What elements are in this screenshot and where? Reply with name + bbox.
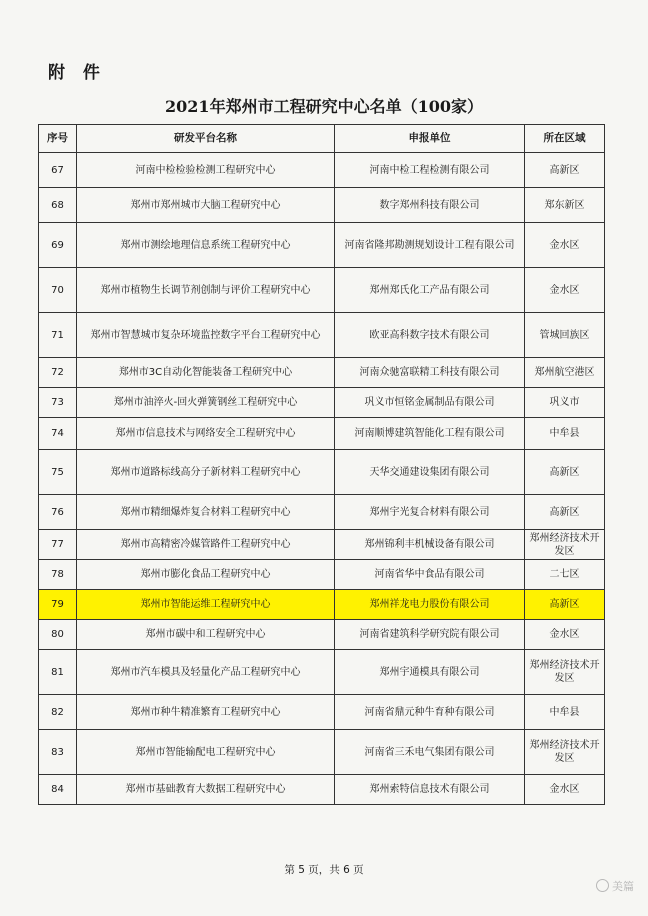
table-row bbox=[39, 495, 605, 530]
table-row bbox=[39, 358, 605, 388]
cell-platform-name: 郑州市智慧城市复杂环境监控数字平台工程研究中心 bbox=[77, 313, 335, 358]
cell-platform-name: 郑州市膨化食品工程研究中心 bbox=[77, 560, 335, 590]
table-row bbox=[39, 730, 605, 775]
cell-district: 郑州航空港区 bbox=[525, 358, 605, 388]
table-row bbox=[39, 388, 605, 418]
research-center-table bbox=[38, 124, 605, 805]
cell-applicant-unit: 巩义市恒铭金属制品有限公司 bbox=[335, 388, 525, 418]
cell-serial: 72 bbox=[39, 358, 77, 388]
cell-district: 中牟县 bbox=[525, 695, 605, 730]
cell-district: 高新区 bbox=[525, 450, 605, 495]
cell-platform-name: 郑州市高精密冷媒管路件工程研究中心 bbox=[77, 530, 335, 560]
cell-serial: 81 bbox=[39, 650, 77, 695]
table-row bbox=[39, 590, 605, 620]
table-row bbox=[39, 188, 605, 223]
cell-platform-name: 郑州市种牛精准繁育工程研究中心 bbox=[77, 695, 335, 730]
cell-platform-name: 郑州市植物生长调节剂创制与评价工程研究中心 bbox=[77, 268, 335, 313]
table-row bbox=[39, 620, 605, 650]
cell-platform-name: 郑州市精细爆炸复合材料工程研究中心 bbox=[77, 495, 335, 530]
cell-district: 郑东新区 bbox=[525, 188, 605, 223]
cell-serial: 84 bbox=[39, 775, 77, 805]
cell-applicant-unit: 河南省鼎元种牛育种有限公司 bbox=[335, 695, 525, 730]
cell-district: 郑州经济技术开发区 bbox=[525, 650, 605, 695]
cell-serial: 74 bbox=[39, 418, 77, 450]
cell-platform-name: 河南中检检验检测工程研究中心 bbox=[77, 153, 335, 188]
table-row bbox=[39, 418, 605, 450]
cell-district: 郑州经济技术开发区 bbox=[525, 530, 605, 560]
cell-district: 高新区 bbox=[525, 590, 605, 620]
cell-platform-name: 郑州市郑州城市大脑工程研究中心 bbox=[77, 188, 335, 223]
table-row bbox=[39, 450, 605, 495]
cell-district: 金水区 bbox=[525, 775, 605, 805]
table-row bbox=[39, 223, 605, 268]
cell-district: 二七区 bbox=[525, 560, 605, 590]
cell-platform-name: 郑州市智能运维工程研究中心 bbox=[77, 590, 335, 620]
header-platform-name: 研发平台名称 bbox=[77, 125, 335, 153]
cell-district: 高新区 bbox=[525, 495, 605, 530]
cell-applicant-unit: 河南省隆邦勘测规划设计工程有限公司 bbox=[335, 223, 525, 268]
cell-district: 金水区 bbox=[525, 620, 605, 650]
cell-serial: 77 bbox=[39, 530, 77, 560]
cell-applicant-unit: 郑州郑氏化工产品有限公司 bbox=[335, 268, 525, 313]
cell-platform-name: 郑州市3C自动化智能装备工程研究中心 bbox=[77, 358, 335, 388]
watermark-logo-icon bbox=[596, 879, 609, 892]
cell-serial: 71 bbox=[39, 313, 77, 358]
table-row bbox=[39, 530, 605, 560]
cell-district: 高新区 bbox=[525, 153, 605, 188]
cell-applicant-unit: 河南省三禾电气集团有限公司 bbox=[335, 730, 525, 775]
table-row bbox=[39, 153, 605, 188]
table-row bbox=[39, 775, 605, 805]
cell-applicant-unit: 郑州宇光复合材料有限公司 bbox=[335, 495, 525, 530]
cell-applicant-unit: 郑州宇通模具有限公司 bbox=[335, 650, 525, 695]
cell-serial: 79 bbox=[39, 590, 77, 620]
cell-district: 巩义市 bbox=[525, 388, 605, 418]
table-row bbox=[39, 650, 605, 695]
page-number: 第 5 页，共 6 页 bbox=[284, 864, 364, 876]
cell-applicant-unit: 郑州祥龙电力股份有限公司 bbox=[335, 590, 525, 620]
table-row bbox=[39, 313, 605, 358]
cell-district: 管城回族区 bbox=[525, 313, 605, 358]
cell-applicant-unit: 郑州锦利丰机械设备有限公司 bbox=[335, 530, 525, 560]
document-title: 2021年郑州市工程研究中心名单（100家） bbox=[165, 97, 483, 116]
cell-platform-name: 郑州市碳中和工程研究中心 bbox=[77, 620, 335, 650]
cell-district: 金水区 bbox=[525, 223, 605, 268]
cell-serial: 67 bbox=[39, 153, 77, 188]
cell-serial: 76 bbox=[39, 495, 77, 530]
cell-applicant-unit: 数字郑州科技有限公司 bbox=[335, 188, 525, 223]
cell-platform-name: 郑州市道路标线高分子新材料工程研究中心 bbox=[77, 450, 335, 495]
cell-applicant-unit: 河南中检工程检测有限公司 bbox=[335, 153, 525, 188]
cell-platform-name: 郑州市汽车模具及轻量化产品工程研究中心 bbox=[77, 650, 335, 695]
header-serial: 序号 bbox=[39, 125, 77, 153]
cell-platform-name: 郑州市测绘地理信息系统工程研究中心 bbox=[77, 223, 335, 268]
cell-serial: 69 bbox=[39, 223, 77, 268]
cell-serial: 73 bbox=[39, 388, 77, 418]
cell-platform-name: 郑州市基础教育大数据工程研究中心 bbox=[77, 775, 335, 805]
cell-serial: 82 bbox=[39, 695, 77, 730]
cell-serial: 78 bbox=[39, 560, 77, 590]
cell-applicant-unit: 天华交通建设集团有限公司 bbox=[335, 450, 525, 495]
cell-serial: 75 bbox=[39, 450, 77, 495]
cell-serial: 68 bbox=[39, 188, 77, 223]
cell-applicant-unit: 河南省华中食品有限公司 bbox=[335, 560, 525, 590]
cell-platform-name: 郑州市智能输配电工程研究中心 bbox=[77, 730, 335, 775]
header-applicant-unit: 申报单位 bbox=[335, 125, 525, 153]
cell-applicant-unit: 欧亚高科数字技术有限公司 bbox=[335, 313, 525, 358]
cell-applicant-unit: 河南众驰富联精工科技有限公司 bbox=[335, 358, 525, 388]
cell-serial: 70 bbox=[39, 268, 77, 313]
table-row bbox=[39, 560, 605, 590]
cell-district: 中牟县 bbox=[525, 418, 605, 450]
cell-applicant-unit: 郑州索特信息技术有限公司 bbox=[335, 775, 525, 805]
header-district: 所在区域 bbox=[525, 125, 605, 153]
cell-district: 郑州经济技术开发区 bbox=[525, 730, 605, 775]
cell-serial: 80 bbox=[39, 620, 77, 650]
cell-platform-name: 郑州市信息技术与网络安全工程研究中心 bbox=[77, 418, 335, 450]
cell-applicant-unit: 河南省建筑科学研究院有限公司 bbox=[335, 620, 525, 650]
cell-serial: 83 bbox=[39, 730, 77, 775]
cell-applicant-unit: 河南顺博建筑智能化工程有限公司 bbox=[335, 418, 525, 450]
cell-platform-name: 郑州市油淬火-回火弹簧钢丝工程研究中心 bbox=[77, 388, 335, 418]
watermark bbox=[596, 878, 634, 894]
cell-district: 金水区 bbox=[525, 268, 605, 313]
table-header-row bbox=[39, 125, 605, 153]
table-row bbox=[39, 268, 605, 313]
attachment-label: 附 件 bbox=[48, 63, 106, 83]
watermark-text: 美篇 bbox=[612, 880, 634, 893]
table-row bbox=[39, 695, 605, 730]
